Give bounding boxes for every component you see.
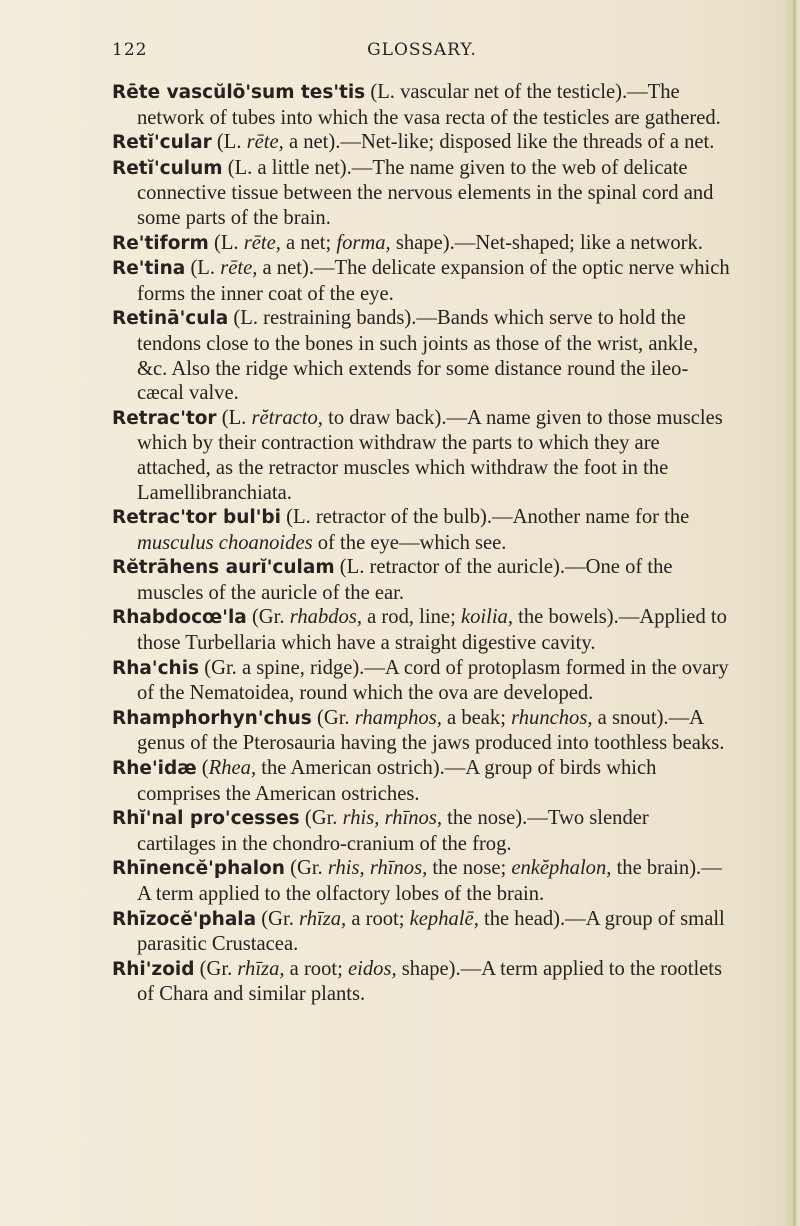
entry-text: (Gr. [299,807,343,830]
glossary-entry [112,957,732,1007]
glossary-entry [112,806,732,856]
entry-headword: Rēte vascŭlō'sum tes'tis [112,82,366,103]
glossary-entry [112,907,732,957]
entry-text: a snout).—A genus of the Pterosauria having the jaws produced into toothless beaks. [137,706,725,755]
entry-text: shape).—A term applied to the rootlets of Chara and similar plants. [137,957,723,1006]
entry-text: a rod, line; [362,606,461,629]
entry-headword: Rhamphorhyn'chus [112,707,312,729]
entry-etymology-italic: rĕtracto, [251,406,323,429]
entry-etymology-italic: Rhea, [208,757,257,780]
entry-headword: Retrac'tor bul'bi [112,507,281,529]
entry-headword: Rhi'zoid [112,958,195,980]
glossary-entry [112,80,732,130]
entry-text: the brain).—A term applied to the olfactory lobes of the brain. [137,857,722,905]
entry-etymology-italic: enkĕphalon, [511,857,612,880]
page-edge-line [793,0,796,1226]
entry-headword: Rhĭ'nal pro'cesses [112,808,300,830]
entry-headword: Retĭ'cular [112,132,212,154]
glossary-entry [112,656,732,706]
entry-headword: Rha'chis [112,657,200,679]
entry-text: (L. [211,131,247,154]
entry-text: of the eye—which see. [312,531,507,554]
entry-text: (L. restraining bands).—Bands which serve to hold the tendons close to the bones in such joints as those of the wrist, ankle, &c. Also the ridge which extends for some distance round the ileo-cæcal valve. [137,307,699,405]
entry-text: (L. a little net).—The name given to the web of delicate connective tissue between the nervous elements in the spinal cord and some parts of the brain. [137,156,714,229]
glossary-entry [112,156,732,231]
entry-etymology-italic: rhamphos, [354,706,442,729]
entry-etymology-italic: rhīnos, [384,807,443,830]
entry-etymology-italic: kephalē, [409,907,479,930]
entry-headword: Rĕtrāhens aurĭ'culam [112,557,335,579]
entry-headword: Retinā'cula [112,308,229,330]
entry-headword: Rhabdocœ'la [112,607,247,629]
glossary-entry [112,856,732,906]
entry-text: a root; [346,907,410,930]
glossary-entry [112,756,732,806]
entry-text: (L. [185,257,221,280]
glossary-entry [112,130,732,156]
entry-text: shape).—Net-shaped; like a network. [390,231,703,254]
entry-etymology-italic: rēte, [246,131,284,154]
entry-text: the nose).—Two slender cartilages in the chondro-cranium of the frog. [137,807,649,855]
page-header [112,40,732,64]
entry-etymology-italic: musculus choanoides [137,531,313,554]
entry-etymology-italic: rhīza, [299,907,347,930]
entry-headword: Rhīzocĕ'phala [112,908,257,930]
entry-text: (L. [216,406,252,429]
entry-headword: Retĭ'culum [112,157,223,179]
entry-text: (Gr. [246,606,290,629]
glossary-entries [112,80,732,1007]
entry-text: a beak; [441,706,512,729]
entry-etymology-italic: eidos, [348,957,397,980]
entry-text: the bowels).—Applied to those Turbellaria which have a straight digestive cavity. [137,606,727,655]
entry-etymology-italic: rēte, [220,257,258,280]
entry-etymology-italic: forma, [336,231,391,254]
entry-text: (L. retractor of the bulb).—Another name for the [281,506,690,529]
entry-headword: Rhīnencĕ'phalon [112,858,285,880]
entry-etymology-italic: rhis, [342,807,380,830]
entry-text: (Gr. [284,857,328,880]
entry-text: a root; [284,957,348,980]
entry-text: to draw back).—A name given to those muscles which by their contraction withdraw the parts to which they are attached, as the retractor muscles which withdraw the foot in the Lamellibranchiata. [137,406,723,504]
entry-text: (L. vascular net of the testicle).—The network of tubes into which the vasa recta of the testicles are gathered. [137,81,721,129]
running-title: GLOSSARY. [367,40,477,60]
entry-etymology-italic: rhunchos, [511,706,593,729]
entry-etymology-italic: rhabdos, [289,606,362,629]
entry-text: a net; [280,231,337,254]
entry-text: (Gr. [194,957,238,980]
entry-headword: Re'tina [112,258,186,280]
entry-text: ( [196,757,209,780]
glossary-entry [112,555,732,605]
entry-text: a net).—Net-like; disposed like the threads of a net. [283,131,715,154]
glossary-entry [112,406,732,505]
entry-etymology-italic: rēte, [243,231,281,254]
entry-text: a net).—The delicate expansion of the optic nerve which forms the inner coat of the eye. [137,257,730,305]
entry-text: the nose; [427,857,512,880]
entry-headword: Rhe'idæ [112,758,197,780]
glossary-entry [112,505,732,555]
entry-etymology-italic: koilia, [460,606,513,629]
glossary-entry [112,306,732,405]
glossary-entry [112,706,732,756]
entry-headword: Re'tiform [112,232,209,254]
entry-etymology-italic: rhis, [327,857,365,880]
glossary-entry [112,605,732,655]
entry-text: (Gr. [311,706,355,729]
entry-text: (L. [208,231,244,254]
page-edge-shadow [784,0,800,1226]
entry-text: the American ostrich).—A group of birds which comprises the American ostriches. [137,757,657,805]
page-number: 122 [112,40,148,60]
entry-etymology-italic: rhīnos, [369,857,428,880]
entry-text: the head).—A group of small parasitic Crustacea. [137,907,725,956]
entry-text: (Gr. a spine, ridge).—A cord of protoplasm formed in the ovary of the Nematoidea, round which the ova are developed. [137,656,729,705]
entry-text: (L. retractor of the auricle).—One of the muscles of the auricle of the ear. [137,556,673,604]
glossary-entry [112,256,732,306]
glossary-entry [112,231,732,257]
entry-text: (Gr. [256,907,300,930]
entry-etymology-italic: rhīza, [237,957,285,980]
entry-headword: Retrac'tor [112,407,217,429]
